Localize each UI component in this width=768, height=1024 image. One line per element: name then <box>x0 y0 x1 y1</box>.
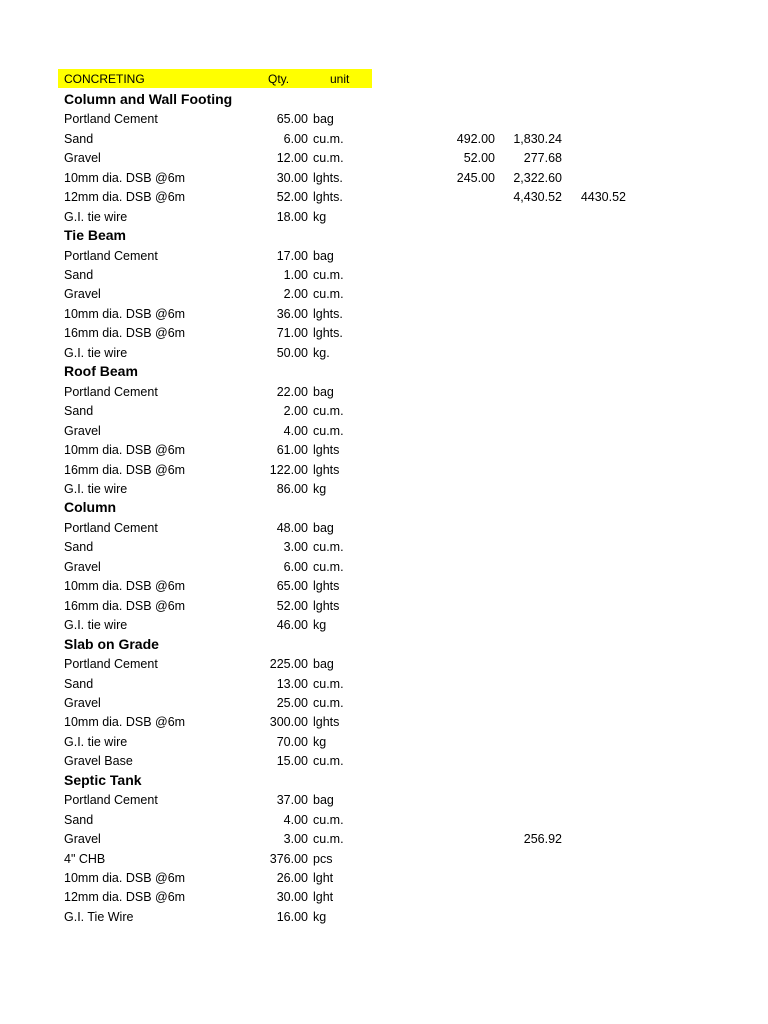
item-name[interactable]: 10mm dia. DSB @6m <box>64 579 186 593</box>
item-name[interactable]: 10mm dia. DSB @6m <box>64 443 186 457</box>
item-unit[interactable]: cu.m. <box>313 268 344 282</box>
item-name[interactable]: Portland Cement <box>64 521 158 535</box>
item-name[interactable]: 10mm dia. DSB @6m <box>64 171 186 185</box>
item-unit[interactable]: lghts. <box>313 326 343 340</box>
item-unit[interactable]: lghts. <box>313 190 343 204</box>
item-qty[interactable]: 2.00 <box>283 287 308 301</box>
item-name[interactable]: 10mm dia. DSB @6m <box>64 715 186 729</box>
item-qty[interactable]: 48.00 <box>276 521 308 535</box>
item-qty[interactable]: 17.00 <box>276 249 308 263</box>
item-name[interactable]: Sand <box>64 404 94 418</box>
rate-value[interactable]: 52.00 <box>463 151 495 165</box>
item-unit[interactable]: lghts <box>313 463 340 477</box>
item-name[interactable]: Sand <box>64 813 94 827</box>
item-unit[interactable]: bag <box>313 249 334 263</box>
item-name[interactable]: Sand <box>64 677 94 691</box>
item-qty[interactable]: 70.00 <box>276 735 308 749</box>
item-name[interactable]: G.I. tie wire <box>64 482 128 496</box>
item-name[interactable]: 4" CHB <box>64 852 106 866</box>
item-qty[interactable]: 6.00 <box>283 132 308 146</box>
item-qty[interactable]: 22.00 <box>276 385 308 399</box>
item-unit[interactable]: lght <box>313 871 334 885</box>
item-unit[interactable]: cu.m. <box>313 404 344 418</box>
item-name[interactable]: Portland Cement <box>64 249 158 263</box>
section-title[interactable]: Column and Wall Footing <box>64 91 233 107</box>
item-unit[interactable]: kg. <box>313 346 330 360</box>
item-unit[interactable]: lghts <box>313 715 340 729</box>
item-unit[interactable]: cu.m. <box>313 540 344 554</box>
item-qty[interactable]: 13.00 <box>276 677 308 691</box>
item-unit[interactable]: lght <box>313 890 334 904</box>
rate-value[interactable]: 245.00 <box>456 171 495 185</box>
item-name[interactable]: Gravel <box>64 560 101 574</box>
item-qty[interactable]: 16.00 <box>276 910 308 924</box>
item-name[interactable]: G.I. tie wire <box>64 618 128 632</box>
header-qty[interactable]: Qty. <box>268 72 290 86</box>
item-qty[interactable]: 61.00 <box>276 443 308 457</box>
item-name[interactable]: Gravel Base <box>64 754 133 768</box>
item-unit[interactable]: cu.m. <box>313 151 344 165</box>
item-name[interactable]: Gravel <box>64 832 101 846</box>
item-qty[interactable]: 4.00 <box>283 813 308 827</box>
item-name[interactable]: Sand <box>64 268 94 282</box>
item-qty[interactable]: 46.00 <box>276 618 308 632</box>
section-title[interactable]: Tie Beam <box>64 227 126 243</box>
section-title[interactable]: Column <box>64 499 117 515</box>
item-name[interactable]: Sand <box>64 132 94 146</box>
item-qty[interactable]: 30.00 <box>276 171 308 185</box>
item-unit[interactable]: cu.m. <box>313 287 344 301</box>
amount-value[interactable]: 256.92 <box>523 832 562 846</box>
item-name[interactable]: Portland Cement <box>64 657 158 671</box>
item-qty[interactable]: 52.00 <box>276 190 308 204</box>
amount-value[interactable]: 1,830.24 <box>513 132 562 146</box>
total-value[interactable]: 4430.52 <box>580 190 626 204</box>
item-qty[interactable]: 300.00 <box>269 715 308 729</box>
amount-value[interactable]: 2,322.60 <box>513 171 562 185</box>
item-name[interactable]: 10mm dia. DSB @6m <box>64 871 186 885</box>
item-unit[interactable]: kg <box>313 618 327 632</box>
item-qty[interactable]: 36.00 <box>276 307 308 321</box>
item-name[interactable]: Gravel <box>64 696 101 710</box>
item-name[interactable]: Portland Cement <box>64 385 158 399</box>
item-name[interactable]: Sand <box>64 540 94 554</box>
item-name[interactable]: G.I. tie wire <box>64 735 128 749</box>
item-name[interactable]: 12mm dia. DSB @6m <box>64 190 186 204</box>
item-qty[interactable]: 6.00 <box>283 560 308 574</box>
item-name[interactable]: Gravel <box>64 151 101 165</box>
item-qty[interactable]: 50.00 <box>276 346 308 360</box>
item-unit[interactable]: kg <box>313 482 327 496</box>
item-name[interactable]: G.I. tie wire <box>64 210 128 224</box>
amount-value[interactable]: 4,430.52 <box>513 190 562 204</box>
item-qty[interactable]: 12.00 <box>276 151 308 165</box>
item-qty[interactable]: 376.00 <box>269 852 308 866</box>
section-title[interactable]: Slab on Grade <box>64 636 159 652</box>
item-unit[interactable]: bag <box>313 793 334 807</box>
item-unit[interactable]: kg <box>313 735 327 749</box>
item-unit[interactable]: lghts <box>313 443 340 457</box>
item-unit[interactable]: cu.m. <box>313 832 344 846</box>
item-unit[interactable]: kg <box>313 210 327 224</box>
item-unit[interactable]: kg <box>313 910 327 924</box>
item-qty[interactable]: 3.00 <box>283 832 308 846</box>
rate-value[interactable]: 492.00 <box>456 132 495 146</box>
item-qty[interactable]: 3.00 <box>283 540 308 554</box>
section-title[interactable]: Septic Tank <box>64 772 142 788</box>
item-qty[interactable]: 2.00 <box>283 404 308 418</box>
item-qty[interactable]: 86.00 <box>276 482 308 496</box>
item-name[interactable]: Gravel <box>64 287 101 301</box>
item-qty[interactable]: 4.00 <box>283 424 308 438</box>
item-qty[interactable]: 52.00 <box>276 599 308 613</box>
item-unit[interactable]: bag <box>313 521 334 535</box>
item-unit[interactable]: cu.m. <box>313 754 344 768</box>
item-name[interactable]: Portland Cement <box>64 793 158 807</box>
item-unit[interactable]: cu.m. <box>313 424 344 438</box>
item-qty[interactable]: 15.00 <box>276 754 308 768</box>
item-unit[interactable]: bag <box>313 657 334 671</box>
item-qty[interactable]: 18.00 <box>276 210 308 224</box>
item-name[interactable]: Gravel <box>64 424 101 438</box>
item-qty[interactable]: 26.00 <box>276 871 308 885</box>
item-qty[interactable]: 30.00 <box>276 890 308 904</box>
item-unit[interactable]: lghts. <box>313 307 343 321</box>
item-qty[interactable]: 1.00 <box>283 268 308 282</box>
item-qty[interactable]: 65.00 <box>276 112 308 126</box>
item-unit[interactable]: bag <box>313 385 334 399</box>
item-name[interactable]: Portland Cement <box>64 112 158 126</box>
item-name[interactable]: G.I. Tie Wire <box>64 910 134 924</box>
item-name[interactable]: 16mm dia. DSB @6m <box>64 599 186 613</box>
item-name[interactable]: 10mm dia. DSB @6m <box>64 307 186 321</box>
item-unit[interactable]: lghts <box>313 599 340 613</box>
item-qty[interactable]: 25.00 <box>276 696 308 710</box>
item-unit[interactable]: bag <box>313 112 334 126</box>
item-qty[interactable]: 71.00 <box>276 326 308 340</box>
item-name[interactable]: 12mm dia. DSB @6m <box>64 890 186 904</box>
header-title[interactable]: CONCRETING <box>64 72 145 86</box>
amount-value[interactable]: 277.68 <box>523 151 562 165</box>
item-qty[interactable]: 122.00 <box>269 463 308 477</box>
item-unit[interactable]: cu.m. <box>313 677 344 691</box>
header-unit[interactable]: unit <box>330 72 350 86</box>
item-qty[interactable]: 225.00 <box>269 657 308 671</box>
item-unit[interactable]: pcs <box>313 852 333 866</box>
section-title[interactable]: Roof Beam <box>64 363 138 379</box>
item-name[interactable]: 16mm dia. DSB @6m <box>64 463 186 477</box>
item-unit[interactable]: cu.m. <box>313 696 344 710</box>
item-unit[interactable]: lghts. <box>313 171 343 185</box>
item-name[interactable]: G.I. tie wire <box>64 346 128 360</box>
item-name[interactable]: 16mm dia. DSB @6m <box>64 326 186 340</box>
item-qty[interactable]: 37.00 <box>276 793 308 807</box>
item-unit[interactable]: cu.m. <box>313 132 344 146</box>
item-unit[interactable]: cu.m. <box>313 813 344 827</box>
item-qty[interactable]: 65.00 <box>276 579 308 593</box>
item-unit[interactable]: cu.m. <box>313 560 344 574</box>
item-unit[interactable]: lghts <box>313 579 340 593</box>
